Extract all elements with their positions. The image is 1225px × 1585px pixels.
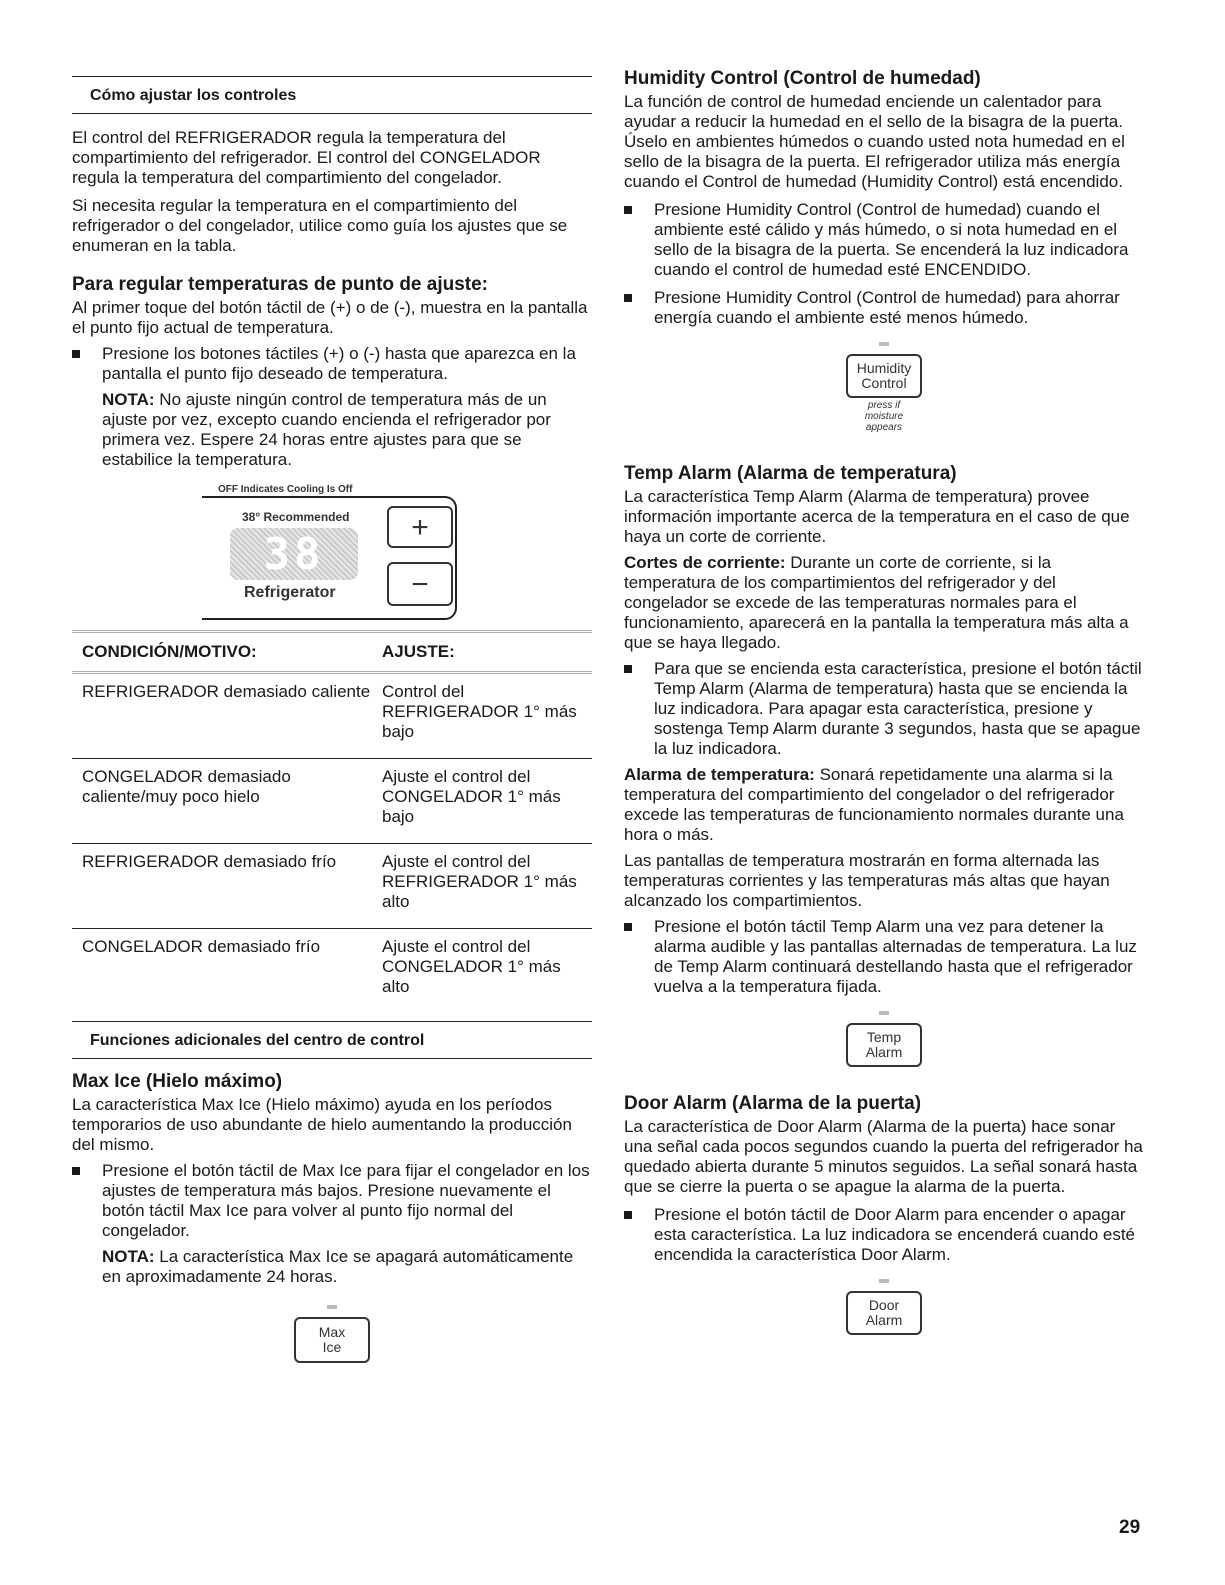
max-ice-line2: Ice (322, 1339, 342, 1355)
section-title-controls: Cómo ajustar los controles (72, 76, 592, 114)
note-text: No ajuste ningún control de temperatura más de un ajuste por vez, excepto cuando encienda el refrigerador por primera vez. Espere 24 horas entre ajustes para que se estabilice la temperatura. (102, 390, 551, 469)
note-label: NOTA: (102, 1247, 155, 1266)
humidity-line2: Control (861, 375, 907, 391)
cell-adjustment: Ajuste el control del CONGELADOR 1° más alto (382, 937, 561, 996)
door-alarm-line2: Alarm (865, 1312, 903, 1328)
door-alarm-button[interactable] (846, 1291, 922, 1335)
note-label: NOTA: (102, 390, 155, 409)
door-alarm-line1: Door (868, 1297, 900, 1313)
heading-humidity: Humidity Control (Control de humedad) (624, 68, 981, 89)
temperature-display (230, 528, 358, 580)
section-title-additional: Funciones adicionales del centro de control (72, 1021, 592, 1059)
paragraph-max-ice: La característica Max Ice (Hielo máximo) ayuda en los períodos temporarios de uso abundante de hielo aumentando la producción del mismo. (72, 1095, 572, 1154)
adjustment-table (72, 630, 592, 1013)
cell-condition: CONGELADOR demasiado frío (82, 937, 321, 956)
cell-adjustment: Ajuste el control del CONGELADOR 1° más bajo (382, 767, 561, 826)
paragraph-power-outage (624, 553, 1144, 653)
max-ice-line1: Max (318, 1324, 346, 1340)
humidity-indicator-light (624, 342, 1144, 346)
hint-line: moisture (864, 411, 904, 422)
heading-door-alarm: Door Alarm (Alarma de la puerta) (624, 1093, 922, 1114)
plus-button[interactable]: + (387, 506, 453, 548)
max-ice-indicator-light (72, 1305, 592, 1309)
paragraph-displays: Las pantallas de temperatura mostrarán en forma alternada las temperaturas corrientes y las temperaturas más altas que hayan alcanzado los compartimientos. (624, 851, 1110, 910)
temp-alarm-text: Sonará repetidamente una alarma si la temperatura del compartimiento del congelador o del refrigerador excede las temperaturas de funcionamiento normales durante una hora o más. (624, 765, 1124, 844)
table-row (72, 759, 592, 844)
header-condition: CONDICIÓN/MOTIVO: (82, 642, 257, 661)
left-column (72, 0, 592, 1363)
bullet-humidity-on: Presione Humidity Control (Control de humedad) cuando el ambiente esté cálido y más húmedo, o si nota humedad en el sello de la bisagra de la puerta. Se encenderá la luz indicadora cuando el control de humedad esté ENCENDIDO. (624, 200, 1144, 280)
header-adjustment: AJUSTE: (382, 642, 455, 661)
minus-button[interactable]: − (387, 562, 453, 606)
temp-alarm-indicator-light (624, 1011, 1144, 1015)
temp-alarm-line2: Alarm (865, 1044, 903, 1060)
cell-condition: CONGELADOR demasiado caliente/muy poco hielo (82, 767, 291, 806)
table-header (72, 630, 592, 674)
display-value: 38 (263, 528, 325, 580)
paragraph-controls-guide: Si necesita regular la temperatura en el compartimiento del refrigerador o del congelador, utilice como guía los ajustes que se enumeran en la tabla. (72, 196, 568, 255)
bullet-temp-alarm-stop: Presione el botón táctil Temp Alarm una vez para detener la alarma audible y las pantallas alternadas de temperatura. La luz de Temp Alarm continuará destellando hasta que el refrigerador vuelva a la temperatura fijada. (624, 917, 1144, 997)
note-text: La característica Max Ice se apagará automáticamente en aproximadamente 24 horas. (102, 1247, 574, 1286)
bullet-door-alarm: Presione el botón táctil de Door Alarm para encender o apagar esta característica. La luz indicadora se encenderá cuando esté encendida la característica Door Alarm. (624, 1205, 1144, 1265)
off-indicator-text: OFF Indicates Cooling Is Off (218, 484, 353, 495)
cell-adjustment: Control del REFRIGERADOR 1° más bajo (382, 682, 577, 741)
bullet-humidity-off: Presione Humidity Control (Control de humedad) para ahorrar energía cuando el ambiente esté menos húmedo. (624, 288, 1144, 328)
page-number: 29 (1119, 1517, 1141, 1538)
temp-alarm-label: Alarma de temperatura: (624, 765, 815, 784)
bullet-max-ice: Presione el botón táctil de Max Ice para fijar el congelador en los ajustes de temperatura más bajos. Presione nuevamente el botón táctil Max Ice para volver al punto fijo normal del congelador. (72, 1161, 592, 1241)
temp-alarm-line1: Temp (866, 1029, 902, 1045)
power-outage-label: Cortes de corriente: (624, 553, 786, 572)
heading-setpoint: Para regular temperaturas de punto de ajuste: (72, 274, 489, 295)
table-row (72, 844, 592, 929)
paragraph-door-alarm: La característica de Door Alarm (Alarma de la puerta) hace sonar una señal cada pocos segundos cuando la puerta del refrigerador ha quedado abierta durante 5 minutos seguidos. La señal sonará hasta que se cierre la puerta o se apague la alarma de la puerta. (624, 1117, 1143, 1196)
cell-condition: REFRIGERADOR demasiado frío (82, 852, 337, 871)
note-max-ice (72, 1247, 592, 1287)
bullet-temp-alarm-toggle: Para que se encienda esta característica, presione el botón táctil Temp Alarm (Alarma de temperatura) hasta que se encienda la luz indicadora. Para apagar esta característica, presione y sostenga Temp Alarm durante 3 segundos, hasta que se apague la luz indicadora. (624, 659, 1144, 759)
humidity-line1: Humidity (856, 360, 912, 376)
heading-temp-alarm: Temp Alarm (Alarma de temperatura) (624, 463, 957, 484)
paragraph-temp-alarm-sound (624, 765, 1144, 845)
paragraph-setpoint: Al primer toque del botón táctil de (+) o de (-), muestra en la pantalla el punto fijo actual de temperatura. (72, 298, 588, 337)
paragraph-controls-intro: El control del REFRIGERADOR regula la temperatura del compartimiento del refrigerador. El control del CONGELADOR regula la temperatura del compartimiento del congelador. (72, 128, 541, 187)
humidity-hint (624, 400, 1144, 433)
note-setpoint (72, 390, 592, 470)
table-row (72, 929, 592, 1013)
power-outage-text: Durante un corte de corriente, si la temperatura de los compartimientos del refrigerador y del congelador se excede de las temperaturas normales para el funcionamiento, aparecerá en la pantalla la temperatura más alta a que se haya llegado. (624, 553, 1129, 652)
hint-line: press if (867, 400, 901, 411)
door-alarm-indicator-light (624, 1279, 1144, 1283)
humidity-control-button[interactable] (846, 354, 922, 398)
refrigerator-control-panel (202, 484, 492, 624)
cell-adjustment: Ajuste el control del REFRIGERADOR 1° más alto (382, 852, 577, 911)
paragraph-temp-alarm: La característica Temp Alarm (Alarma de temperatura) provee información importante acerca de la temperatura en el caso de que haya un corte de corriente. (624, 487, 1130, 546)
heading-max-ice: Max Ice (Hielo máximo) (72, 1071, 283, 1092)
right-column (624, 0, 1144, 1335)
table-row (72, 674, 592, 759)
hint-line: appears (865, 422, 903, 433)
bullet-setpoint: Presione los botones táctiles (+) o (-) hasta que aparezca en la pantalla el punto fijo deseado de temperatura. (72, 344, 592, 384)
temp-alarm-button[interactable] (846, 1023, 922, 1067)
refrigerator-label: Refrigerator (244, 584, 336, 601)
recommended-label: 38° Recommended (242, 510, 350, 524)
cell-condition: REFRIGERADOR demasiado caliente (82, 682, 371, 701)
paragraph-humidity: La función de control de humedad enciende un calentador para ayudar a reducir la humedad en el sello de la bisagra de la puerta. Úselo en ambientes húmedos o cuando usted nota humedad en el sello de la bisagra de la puerta. El refrigerador utiliza más energía cuando el Control de humedad (Humidity Control) está encendido. (624, 92, 1125, 191)
max-ice-button[interactable] (294, 1317, 370, 1363)
